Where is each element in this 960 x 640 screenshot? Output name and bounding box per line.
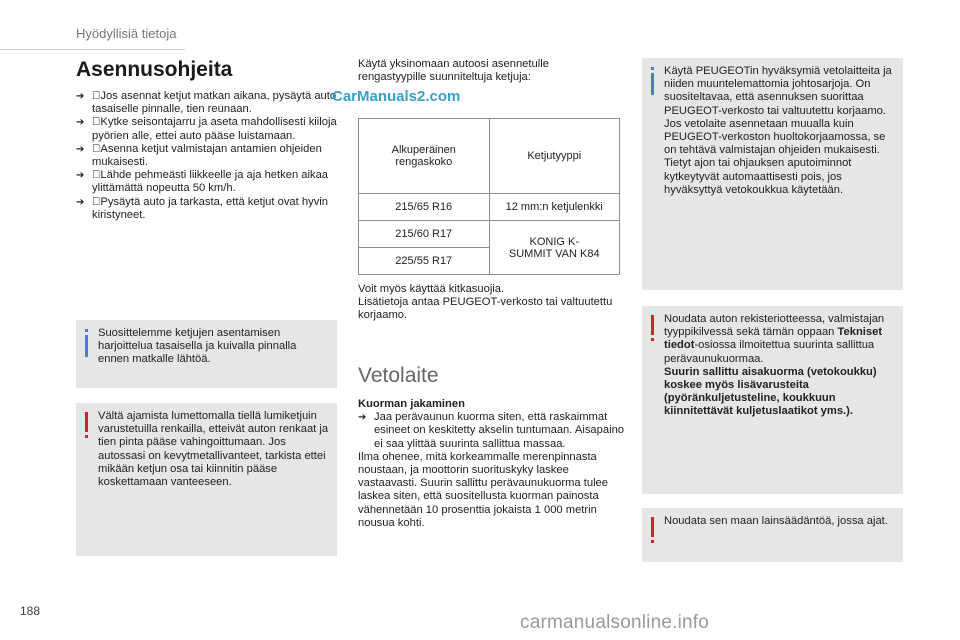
towing-text	[358, 398, 628, 530]
warning-icon	[651, 315, 654, 335]
header-divider	[0, 49, 185, 50]
warning-icon	[85, 412, 88, 432]
tyre-chain-table	[358, 118, 620, 275]
list-item: ➔ Lähde pehmeästi liikkeelle ja aja hetken aikaa ylittämättä nopeutta 50 km/h.	[76, 169, 329, 195]
arrow-bullet-icon: ➔	[76, 117, 85, 129]
info-note-text: Käytä PEUGEOTin hyväksymiä vetolaitteita ja niiden muuntelemattomia johtosarjoja. On suositeltavaa, että asennuksen suorittaa PEUGEOT-verkosto tai valtuutettu korjaamo. Jos vetolaite asennetaan muualla kuin PEUGEOT-verkoston huoltokorjaamossa, se on tehtävä valmistajan ohjeiden mukaisesti. Tietyt ajon tai ohjauksen aputoiminnot kytkeytyvät automaattisesti pois, jos hyväksyttyä vetokoukkua käytetään.	[664, 65, 892, 196]
installation-steps	[76, 90, 338, 222]
watermark-bottom: carmanualsonline.info	[520, 612, 710, 633]
warning-note	[76, 403, 337, 556]
altitude-text: Ilma ohenee, mitä korkeammalle merenpinnasta noustaan, ja moottorin suorituskyky laskee vastaavasti. Suurin sallittu perävaunukuorma tulee laskea siten, että suositellusta kuorman painosta vähennetään 10 prosenttia jokaista 1 000 metrin nousua kohti.	[358, 450, 608, 529]
table-cell: 215/60 R17	[359, 221, 490, 248]
table-header-chain-type: Ketjutyyppi	[489, 119, 620, 194]
table-row	[359, 194, 620, 221]
info-icon	[651, 67, 654, 70]
arrow-bullet-icon: ➔	[76, 91, 85, 102]
table-header-row	[359, 119, 620, 194]
warning-note-text: Noudata sen maan lainsäädäntöä, jossa ajat.	[664, 515, 888, 527]
list-item: ➔ Asenna ketjut valmistajan antamien ohjeiden mukaisesti.	[76, 142, 322, 169]
table-row	[359, 221, 620, 248]
arrow-bullet-icon: ➔	[76, 143, 85, 155]
warning-icon	[651, 517, 654, 537]
info-icon	[85, 329, 88, 332]
list-item: ➔ Jaa perävaunun kuorma siten, että raskaimmat esineet on keskitetty akselin tuntumaan. Aisapaino ei saa ylittää suurinta sallittua massaa.	[358, 411, 625, 450]
arrow-bullet-icon: ➔	[76, 170, 85, 182]
load-distribution-heading: Kuorman jakaminen	[358, 398, 465, 410]
list-item: ➔ Kytke seisontajarru ja aseta mahdollisesti kiiloja pyörien alle, ettei auto pääse luistamaan.	[76, 116, 337, 142]
warning-note-text: Noudata auton rekisteriotteessa, valmistajan tyyppikilvessä sekä tämän oppaan Tekniset tiedot-osiossa ilmoitettua suurinta sallittua perävaunukuormaa. Suurin sallittu aisakuorma (vetokoukku) koskee myös lisävarusteita (pyöränkuljetusteline, koukkuun kiinnitettävät kuljetuslaatikot yms.).	[664, 313, 885, 418]
warning-note-text: Vältä ajamista lumettomalla tiellä lumiketjuin varustetuilla renkailla, etteivät auton renkaat ja tien pinta pääse vahingoittumaan. Jos autossasi on kevytmetallivanteet, tarkista ettei mikään ketjun osa tai kiinnitin pääse koskettamaan vanteeseen.	[98, 410, 329, 489]
arrow-bullet-icon: ➔	[358, 412, 367, 424]
info-note-text: Suosittelemme ketjujen asentamisen harjoittelua tasaisella ja kuivalla pinnalla ennen matkalle lähtöä.	[98, 327, 297, 366]
list-item: ➔ Pysäytä auto ja tarkasta, että ketjut ovat hyvin kiristyneet.	[76, 195, 328, 221]
chains-intro: Käytä yksinomaan autoosi asennetulle rengastyypille suunniteltuja ketjuja:	[358, 58, 549, 84]
warning-note	[642, 508, 903, 562]
section-header: Hyödyllisiä tietoja	[76, 26, 177, 41]
chains-extra-info: Voit myös käyttää kitkasuojia. Lisätietoja antaa PEUGEOT-verkosto tai valtuutettu korjaamo.	[358, 283, 613, 322]
info-note	[642, 58, 903, 290]
page-number: 188	[20, 604, 41, 618]
table-cell: 12 mm:n ketjulenkki	[489, 194, 620, 221]
table-cell: 215/65 R16	[359, 194, 490, 221]
table-header-tyre-size: Alkuperäinen rengaskoko	[359, 119, 490, 194]
towing-title: Vetolaite	[358, 364, 439, 387]
arrow-bullet-icon: ➔	[76, 196, 85, 208]
table-cell: 225/55 R17	[359, 248, 490, 275]
warning-note	[642, 306, 903, 494]
installation-title: Asennusohjeita	[76, 58, 233, 81]
watermark-top: CarManuals2.com	[332, 88, 461, 105]
list-item: ➔ Jos asennat ketjut matkan aikana, pysäytä auto tasaiselle pinnalle, tien reunaan.	[76, 90, 337, 116]
info-note	[76, 320, 337, 388]
table-cell: KONIG K-SUMMIT VAN K84	[489, 221, 620, 275]
